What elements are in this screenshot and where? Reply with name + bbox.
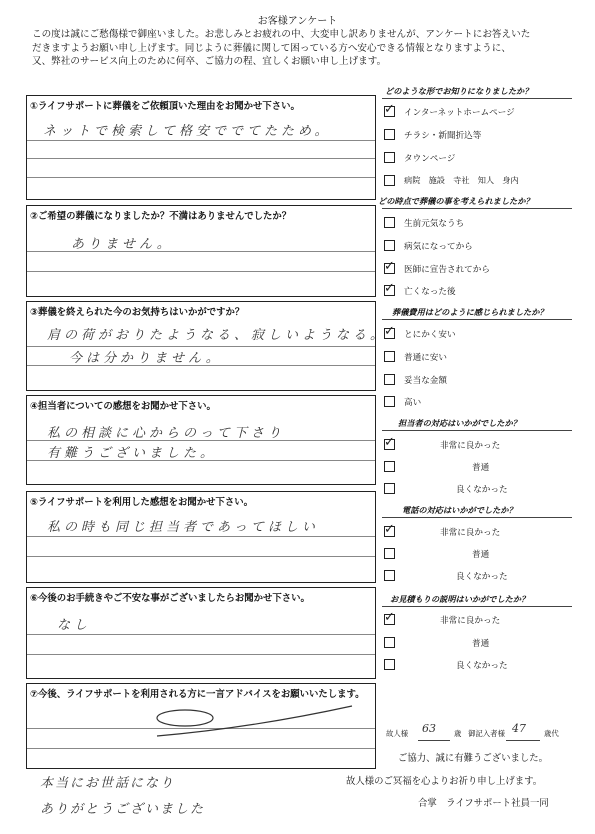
question-4-title: ④担当者についての感想をお聞かせ下さい。	[30, 401, 216, 412]
question-5-title: ⑤ライフサポートを利用した感想をお聞かせ下さい。	[30, 497, 254, 508]
scribble-oval	[157, 710, 213, 726]
side-3-option-2: 普通に安い	[404, 353, 447, 363]
writer-age-value[interactable]: 47	[512, 722, 526, 735]
intro-line: だきますようお願い申し上げます。同じように葬儀に関して困っている方へ安心できる情報となりますように、	[32, 42, 511, 54]
side-5-checkbox-2[interactable]	[384, 548, 395, 559]
side-1-checkbox-2[interactable]	[384, 129, 395, 140]
side-1-title: どのような形でお知りになりましたか？	[385, 86, 533, 96]
side-5-title: 電話の対応はいかがでしたか？	[402, 505, 517, 515]
side-4-title: 担当者の対応はいかがでしたか？	[398, 418, 521, 428]
intro-line: この度は誠にご愁傷様で御座いました。お悲しみとお疲れの中、大変申し訳ありませんが、アンケートにお答えいた	[32, 29, 531, 40]
side-6-option-1: 非常に良かった	[440, 616, 501, 626]
side-2-checkbox-1[interactable]	[384, 217, 395, 228]
intro-text	[32, 28, 562, 69]
side-6-option-2: 普通	[472, 639, 490, 649]
side-6-option-3: 良くなかった	[456, 661, 508, 671]
side-2-checkbox-3[interactable]	[384, 263, 395, 274]
side-5-checkbox-3[interactable]	[384, 570, 395, 581]
intro-line: 又、弊社のサービス向上のために何卒、ご協力の程、宜しくお願い申し上げます。	[32, 56, 387, 68]
deceased-age-label: 故人様	[386, 729, 409, 738]
side-5-option-3: 良くなかった	[456, 572, 508, 582]
side-4-checkbox-1[interactable]	[384, 439, 395, 450]
question-5-box[interactable]	[26, 491, 376, 583]
side-3-checkbox-4[interactable]	[384, 396, 395, 407]
side-5-checkbox-1[interactable]	[384, 526, 395, 537]
side-2-option-3: 医師に宣告されてから	[404, 265, 490, 275]
side-4-checkbox-2[interactable]	[384, 461, 395, 472]
side-1-option-3: タウンページ	[404, 154, 456, 164]
side-1-checkbox-4[interactable]	[384, 175, 395, 186]
question-2-title: ②ご希望の葬儀になりましたか？不満はありませんでしたか？	[30, 211, 292, 222]
question-4-answer-line2: 有難うございました。	[47, 446, 218, 461]
question-3-answer-line2: 今は分かりません。	[69, 351, 223, 366]
deceased-age-unit: 歳	[454, 729, 462, 738]
side-2-title: どの時点で葬儀の事を考えられましたか？	[378, 196, 534, 206]
side-3-checkbox-3[interactable]	[384, 374, 395, 385]
closing-thanks: ご協力、誠に有難うございました。	[398, 753, 549, 764]
question-3-title: ③葬儀を終えられた今のお気持ちはいかがですか？	[30, 307, 245, 318]
side-3-option-1: とにかく安い	[404, 330, 456, 340]
side-3-title: 葬儀費用はどのように感じられましたか？	[392, 307, 548, 317]
side-6-checkbox-3[interactable]	[384, 659, 395, 670]
writer-age-unit: 歳代	[544, 729, 559, 738]
handwritten-footer-line1: 本当にお世話になり	[40, 776, 176, 791]
side-4-option-3: 良くなかった	[456, 485, 508, 495]
question-2-answer: ありません。	[71, 237, 174, 252]
question-3-answer-line1: 肩の荷がおりたようなる、寂しいようなる。	[47, 328, 388, 343]
question-7-title: ⑦今後、ライフサポートを利用される方に一言アドバイスをお願いいたします。	[30, 689, 365, 700]
side-1-option-1: インターネットホームページ	[404, 108, 515, 118]
closing-signature: 合掌 ライフサポート社員一同	[418, 798, 549, 809]
side-1-checkbox-3[interactable]	[384, 152, 395, 163]
question-7-box[interactable]	[26, 683, 376, 769]
side-4-checkbox-3[interactable]	[384, 483, 395, 494]
question-4-box[interactable]	[26, 395, 376, 485]
side-1-checkbox-1[interactable]	[384, 106, 395, 117]
pen-scribble	[147, 702, 357, 742]
question-1-title: ①ライフサポートに葬儀をご依頼頂いた理由をお聞かせ下さい。	[30, 101, 300, 112]
side-4-option-1: 非常に良かった	[440, 441, 501, 451]
side-3-option-3: 妥当な金額	[404, 376, 447, 386]
question-1-answer: ネットで検索して格安ででてたため。	[43, 124, 332, 139]
question-1-box[interactable]	[26, 95, 376, 200]
side-6-checkbox-2[interactable]	[384, 637, 395, 648]
deceased-age-value[interactable]: 63	[422, 722, 436, 735]
question-3-box[interactable]	[26, 301, 388, 391]
side-5-option-1: 非常に良かった	[440, 528, 501, 538]
side-3-checkbox-2[interactable]	[384, 351, 395, 362]
side-3-checkbox-1[interactable]	[384, 328, 395, 339]
side-1-option-4: 病院 施設 寺社 知人 身内	[404, 175, 519, 185]
side-6-title: お見積もりの説明はいかがでしたか？	[390, 594, 530, 604]
side-2-option-1: 生前元気なうち	[404, 219, 465, 229]
closing-condolence: 故人様のご冥福を心よりお祈り申し上げます。	[346, 776, 543, 787]
side-5-option-2: 普通	[472, 550, 490, 560]
question-4-answer-line1: 私の相談に心からのって下さり	[47, 426, 285, 441]
side-2-option-2: 病気になってから	[404, 242, 473, 252]
side-6-checkbox-1[interactable]	[384, 614, 395, 625]
question-2-box[interactable]	[26, 205, 376, 297]
question-5-answer: 私の時も同じ担当者であってほしい	[47, 520, 319, 535]
writer-age-label: 御記入者様	[468, 729, 505, 738]
side-1-option-2: チラシ・新聞折込等	[404, 131, 482, 141]
side-4-option-2: 普通	[472, 463, 490, 473]
side-3-option-4: 高い	[404, 398, 422, 408]
question-6-answer: なし	[57, 618, 92, 633]
side-2-checkbox-4[interactable]	[384, 285, 395, 296]
question-6-title: ⑥今後のお手続きやご不安な事がございましたらお聞かせ下さい。	[30, 593, 310, 604]
handwritten-footer-line2: ありがとうございました	[40, 802, 206, 817]
page-title: お客様アンケート	[257, 16, 338, 27]
side-2-option-4: 亡くなった後	[404, 287, 456, 297]
question-6-box[interactable]	[26, 587, 376, 679]
side-2-checkbox-2[interactable]	[384, 240, 395, 251]
